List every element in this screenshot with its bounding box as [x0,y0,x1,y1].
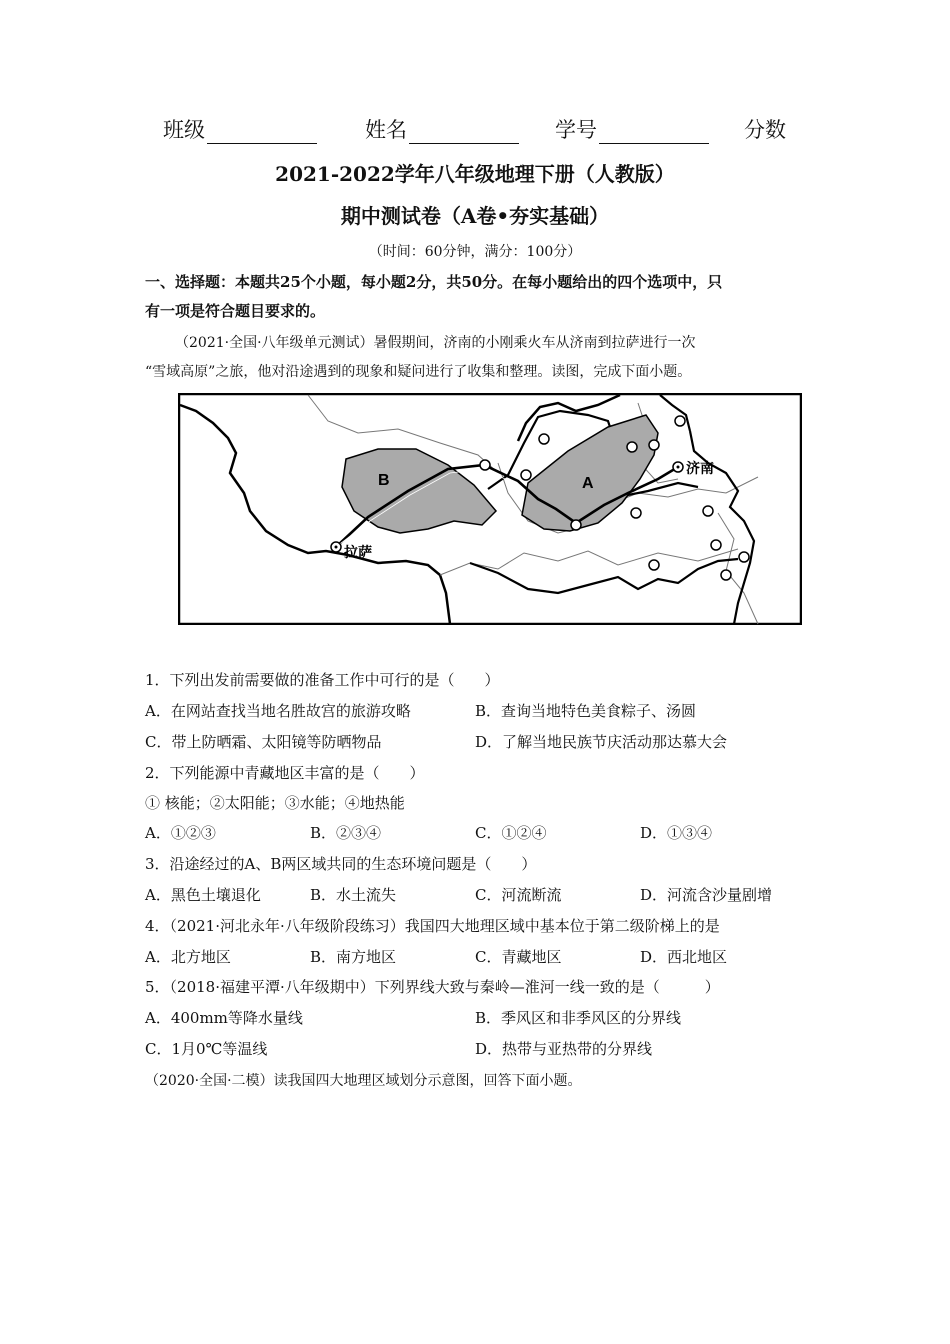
name-field[interactable] [365,114,519,144]
q5-option-b[interactable]: B．季风区和非季风区的分界线 [475,1009,682,1027]
section-heading-line1: 一、选择题：本题共25个小题，每小题2分，共50分。在每小题给出的四个选项中，只 [145,273,723,291]
city-dot [677,466,680,469]
question-4-stem: 4．（2021·河北永年·八年级阶段练习）我国四大地理区域中基本位于第二级阶梯上的是 [145,917,720,935]
id-blank[interactable] [599,121,709,144]
class-field[interactable] [163,114,317,144]
name-blank[interactable] [409,121,519,144]
intro-line1: （2021·全国·八年级单元测试）暑假期间，济南的小刚乘火车从济南到拉萨进行一次 [175,335,696,351]
question-2-extra: ① 核能；②太阳能；③水能；④地热能 [145,794,405,812]
q4-option-d[interactable]: D．西北地区 [640,948,728,966]
q2-option-d[interactable]: D．①③④ [640,824,713,842]
label-lhasa: 拉萨 [344,545,372,561]
q4-option-c[interactable]: C．青藏地区 [475,948,562,966]
question-3-stem: 3．沿途经过的A、B两区域共同的生态环境问题是（ ） [145,855,537,873]
question-5-stem: 5．（2018·福建平潭·八年级期中）下列界线大致与秦岭—淮河一线一致的是（ ） [145,978,720,996]
q4-option-b[interactable]: B．南方地区 [310,948,397,966]
q5-option-a[interactable]: A．400mm等降水量线 [145,1009,303,1027]
q1-option-a[interactable]: A．在网站查找当地名胜故宫的旅游攻略 [145,702,411,720]
section-heading-line2: 有一项是符合题目要求的。 [145,302,326,320]
q4-option-a[interactable]: A．北方地区 [145,948,231,966]
question-2-stem: 2．下列能源中青藏地区丰富的是（ ） [145,764,425,782]
exam-info: （时间：60分钟，满分：100分） [368,244,582,260]
q1-option-b[interactable]: B．查询当地特色美食粽子、汤圆 [475,702,697,720]
q2-option-b[interactable]: B．②③④ [310,824,382,842]
label-jinan: 济南 [686,461,714,477]
q1-option-d[interactable]: D．了解当地民族节庆活动那达慕大会 [475,733,728,751]
q3-option-a[interactable]: A．黑色土壤退化 [145,886,261,904]
q2-option-a[interactable]: A．①②③ [145,824,216,842]
id-label: 学号 [555,118,597,142]
q3-option-b[interactable]: B．水土流失 [310,886,397,904]
intro-line2: “雪域高原”之旅，他对沿途遇到的现象和疑问进行了收集和整理。读图，完成下面小题。 [145,364,692,380]
q3-option-d[interactable]: D．河流含沙量剧增 [640,886,773,904]
page-title: 2021-2022学年八年级地理下册（人教版） [275,162,675,186]
id-field[interactable] [555,114,709,144]
question-1-stem: 1．下列出发前需要做的准备工作中可行的是（ ） [145,671,500,689]
q3-option-c[interactable]: C．河流断流 [475,886,562,904]
class-label: 班级 [163,118,205,142]
q5-option-c[interactable]: C．1月0℃等温线 [145,1040,268,1058]
route-map [178,393,802,625]
name-label: 姓名 [365,118,407,142]
q1-option-c[interactable]: C．带上防晒霜、太阳镜等防晒物品 [145,733,382,751]
q5-option-d[interactable]: D．热带与亚热带的分界线 [475,1040,653,1058]
intro-2: （2020·全国·二模）读我国四大地理区域划分示意图，回答下面小题。 [145,1073,582,1089]
label-region-b: B [378,472,390,489]
score-label: 分数 [744,118,786,142]
q2-option-c[interactable]: C．①②④ [475,824,547,842]
page-subtitle: 期中测试卷（A卷•夯实基础） [340,204,610,228]
city-dot [335,546,338,549]
class-blank[interactable] [207,121,317,144]
label-region-a: A [582,475,594,492]
